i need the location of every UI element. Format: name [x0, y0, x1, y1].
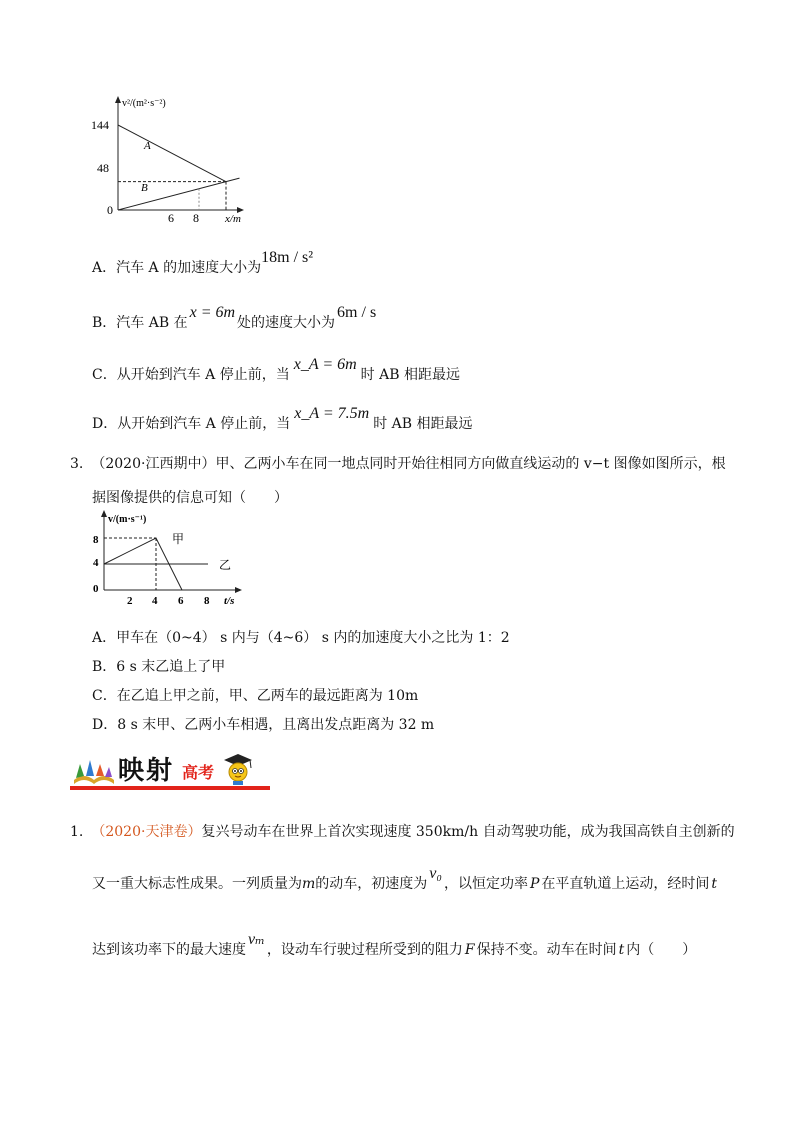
q1-line3-c: 保持不变。动车在时间: [476, 942, 617, 958]
q1-line-3: [92, 931, 697, 960]
q1-line3-a: 达到该功率下的最大速度: [92, 942, 246, 958]
q1-line3-d: 内（ ）: [626, 942, 697, 958]
q2-option-a-math: 18m / s²: [261, 249, 314, 266]
y-axis-arrow: [101, 510, 107, 517]
q2-option-b: [92, 304, 377, 333]
q1-line1-text: 复兴号动车在世界上首次实现速度 350km/h 自动驾驶功能，成为我国高铁自主创新的: [201, 824, 735, 840]
section-banner: [70, 752, 270, 790]
banner-title: 映射: [118, 756, 175, 786]
y-tick-0: 0: [93, 583, 99, 595]
series-2-line: [118, 178, 240, 210]
x-axis-label: x/m: [225, 213, 241, 225]
q1-var-vm: vₘ: [248, 931, 265, 948]
y-axis-label: v²/(m²·s⁻²): [122, 98, 166, 109]
q3-line-2: [92, 488, 288, 508]
q2-option-a: [92, 249, 314, 278]
q2-option-d-math: x_A = 7.5m: [294, 405, 370, 422]
q3-option-c: C．在乙追上甲之前，甲、乙两车的最远距离为 10m: [92, 688, 419, 704]
q2-option-a-text: A．汽车 A 的加速度大小为: [92, 260, 262, 276]
book-icon: [72, 758, 116, 786]
q2-option-c: [92, 356, 460, 385]
chart-v2-x: [80, 92, 270, 227]
q1-var-t: t: [711, 876, 718, 892]
q2-option-d: [92, 405, 473, 434]
q3-line-1: [70, 454, 726, 474]
y-tick-4: 4: [93, 557, 99, 569]
q2-option-b-text2: 处的速度大小为: [237, 315, 336, 331]
y-tick-0: 0: [107, 203, 113, 217]
chart-v-t: [86, 508, 256, 608]
q1-line-2: [92, 865, 718, 894]
q2-option-b-text1: B．汽车 AB 在: [92, 315, 188, 331]
y-tick-48: 48: [97, 161, 109, 175]
q1-line-1: [70, 822, 735, 842]
q2-option-d-text1: D．从开始到汽车 A 停止前，当: [92, 416, 291, 432]
q3-number: 3.: [70, 456, 84, 472]
q1-line2-d: 在平直轨道上运动，经时间: [541, 876, 710, 892]
q3-option-d: D．8 s 末甲、乙两小车相遇，且离出发点距离为 32 m: [92, 717, 435, 733]
q3-stem-line1: （2020·江西期中）甲、乙两小车在同一地点同时开始往相同方向做直线运动的 v−t 图像如图所示，根: [91, 456, 726, 472]
q2-option-c-text2: 时 AB 相距最远: [360, 367, 460, 383]
y-axis-label: v/(m·s⁻¹): [108, 514, 147, 525]
series-jia-label: 甲: [172, 532, 185, 546]
q1-var-m: m: [302, 876, 316, 892]
x-axis-label: t/s: [224, 595, 235, 607]
q2-option-b-math1: x = 6m: [189, 304, 236, 321]
graduate-mascot-icon: [220, 752, 256, 786]
q3-option-b: B．6 s 末乙追上了甲: [92, 659, 226, 675]
q1-source: （2020·天津卷）: [91, 824, 202, 840]
q2-option-d-text2: 时 AB 相距最远: [373, 416, 473, 432]
y-axis-arrow: [115, 96, 121, 103]
x-tick-2: 2: [127, 595, 133, 607]
q1-line3-b: ，设动车行驶过程所受到的阻力: [266, 942, 463, 958]
x-tick-6: 6: [168, 211, 174, 225]
q1-var-p: P: [529, 876, 540, 892]
q1-line2-b: 的动车，初速度为: [315, 876, 428, 892]
q1-var-v0: v₀: [429, 865, 442, 882]
q2-option-c-text1: C．从开始到汽车 A 停止前，当: [92, 367, 290, 383]
line-a-label: A: [144, 140, 151, 152]
y-tick-8: 8: [93, 534, 99, 546]
series-1-line: [118, 125, 226, 182]
q1-number: 1.: [70, 824, 84, 840]
q3-stem-line2: 据图像提供的信息可知（ ）: [92, 490, 288, 506]
x-tick-8: 8: [204, 595, 210, 607]
line-b-label: B: [141, 182, 148, 194]
series-yi-label: 乙: [219, 558, 232, 572]
q2-option-b-math2: 6m / s: [337, 304, 377, 321]
y-tick-144: 144: [91, 118, 109, 132]
banner-subtitle: 高考: [182, 763, 215, 782]
q1-line2-c: ，以恒定功率: [443, 876, 528, 892]
x-tick-4: 4: [152, 595, 158, 607]
q2-option-c-math: x_A = 6m: [293, 356, 357, 373]
x-axis-arrow: [235, 587, 242, 593]
q1-var-t2: t: [618, 942, 625, 958]
x-tick-8: 8: [193, 211, 199, 225]
q3-option-a: A．甲车在（0~4） s 内与（4~6） s 内的加速度大小之比为 1：2: [92, 630, 510, 646]
x-tick-6: 6: [178, 595, 184, 607]
q1-line2-a: 又一重大标志性成果。一列质量为: [92, 876, 302, 892]
q1-var-f: F: [464, 942, 475, 958]
